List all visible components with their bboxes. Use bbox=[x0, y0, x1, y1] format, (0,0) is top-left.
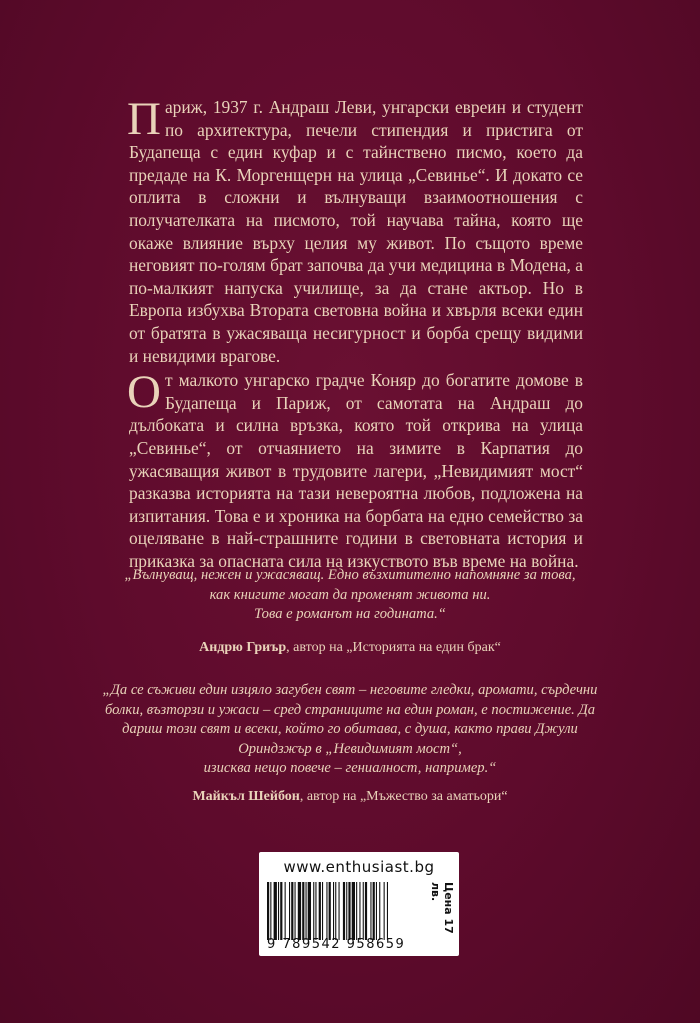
barcode-panel bbox=[259, 852, 459, 956]
blurb-line: Това е романът на годината.“ bbox=[254, 606, 446, 623]
blurb-line: дариш този свят и всеки, който го обитава, с душа, както прави Джули bbox=[122, 721, 578, 738]
barcode-bar bbox=[289, 882, 290, 940]
synopsis bbox=[127, 93, 583, 574]
barcode-bar bbox=[343, 882, 345, 940]
barcode-bar bbox=[346, 882, 347, 940]
barcode-bar bbox=[387, 882, 388, 940]
price-label: Цена 17 лв. bbox=[429, 882, 455, 934]
barcode-bar bbox=[376, 882, 377, 940]
blurb-quote bbox=[100, 566, 600, 625]
synopsis-paragraph-1-text: ариж, 1937 г. Андраш Леви, унгарски евреин и студент по архитектура, печели стипендия и пристига от Будапеща с един куфар и с тайнствено писмо, което да предаде на К. Моргенщерн на улица „Севинье“. И докато се оплита в сложни и вълнуващи взаимоотношения с получателката на писмото, той научава тайна, която ще окаже влияние върху целия му живот. По същото време неговият по-голям брат започва да учи медицина в Модена, а по-малкият напуска училище, за да стане актьор. Но в Европа избухва Втората световна война и хвърля всеки един от братята в ужасяваща несигурност и борба срещу видими и невидими врагове. bbox=[129, 97, 583, 366]
barcode-bar bbox=[335, 882, 336, 940]
barcode-bar bbox=[379, 882, 380, 940]
barcode-bar bbox=[356, 882, 357, 940]
synopsis-paragraph-2 bbox=[127, 366, 583, 572]
barcode bbox=[267, 882, 429, 940]
barcode-bar bbox=[302, 882, 304, 940]
barcode-bar bbox=[333, 882, 334, 940]
barcode-bar bbox=[363, 882, 364, 940]
barcode-bar bbox=[348, 882, 350, 940]
barcode-bar bbox=[291, 882, 293, 940]
blurb-line: „Вълнуващ, нежен и ужасяващ. Едно възхитително напомняне за това, bbox=[124, 567, 576, 583]
barcode-bar bbox=[315, 882, 316, 940]
drop-cap: О bbox=[127, 366, 161, 419]
barcode-bar bbox=[306, 882, 307, 940]
barcode-bar bbox=[329, 882, 331, 940]
blurb-line: „Да се съживи един изцяло загубен свят – неговите гледки, аромати, сърдечни bbox=[102, 682, 598, 698]
barcode-bar bbox=[280, 882, 282, 940]
blurb-author: Майкъл Шейбон bbox=[192, 789, 300, 804]
barcode-bar bbox=[373, 882, 375, 940]
blurb-line: болки, възторзи и ужаси – сред страниците на един роман, е постижение. Да bbox=[104, 701, 596, 718]
barcode-bar bbox=[384, 882, 385, 940]
barcode-bar bbox=[313, 882, 314, 940]
barcode-bar bbox=[274, 882, 277, 940]
blurb-line: как книгите могат да променят живота ни. bbox=[209, 586, 491, 603]
barcode-bar bbox=[270, 882, 271, 940]
barcode-bar bbox=[308, 882, 311, 940]
drop-cap: П bbox=[127, 93, 161, 145]
barcode-bar bbox=[267, 882, 269, 940]
blurb-credit: , автор на „Историята на един брак“ bbox=[286, 640, 501, 655]
barcode-bar bbox=[365, 882, 367, 940]
barcode-bar bbox=[322, 882, 323, 940]
barcode-bar bbox=[295, 882, 296, 940]
barcode-bar bbox=[359, 882, 360, 940]
blurb-author: Андрю Гриър bbox=[199, 640, 287, 655]
barcode-bar bbox=[319, 882, 321, 940]
blurb-quote bbox=[100, 681, 600, 779]
barcode-bar bbox=[298, 882, 301, 940]
blurb-credit: , автор на „Мъжество за аматьори“ bbox=[299, 789, 508, 804]
publisher-website: www.enthusiast.bg bbox=[283, 858, 435, 876]
blurb-line: Ориндзжър в „Невидимият мост“, bbox=[238, 740, 462, 757]
barcode-bar bbox=[285, 882, 286, 940]
barcode-bar bbox=[339, 882, 340, 940]
blurb-attribution bbox=[100, 789, 600, 805]
blurb-attribution bbox=[100, 640, 600, 656]
barcode-bar bbox=[326, 882, 327, 940]
barcode-bar bbox=[370, 882, 371, 940]
barcode-bar bbox=[352, 882, 355, 940]
synopsis-paragraph-1 bbox=[127, 93, 583, 367]
barcode-bar bbox=[278, 882, 279, 940]
blurb-line: изисква нещо повече – гениалност, например.“ bbox=[203, 760, 497, 777]
isbn-number: 9 789542 958659 bbox=[267, 937, 406, 952]
synopsis-paragraph-2-text: т малкото унгарско градче Коняр до богатите домове в Будапеща и Париж, от самотата на Андраш до дълбоката и силна връзка, която той открива на улица „Севинье“, от отчаянието на зимите в Карпатия до ужасяващия живот в трудовите лагери, „Невидимият мост“ разказва историята на тази невероятна любов, подложена на изпитания. Това е и хроника на борбата на едно семейство за оцеляване в най-страшните години в световната история и приказка за опасната сила на изкуството във време на война. bbox=[129, 370, 583, 571]
